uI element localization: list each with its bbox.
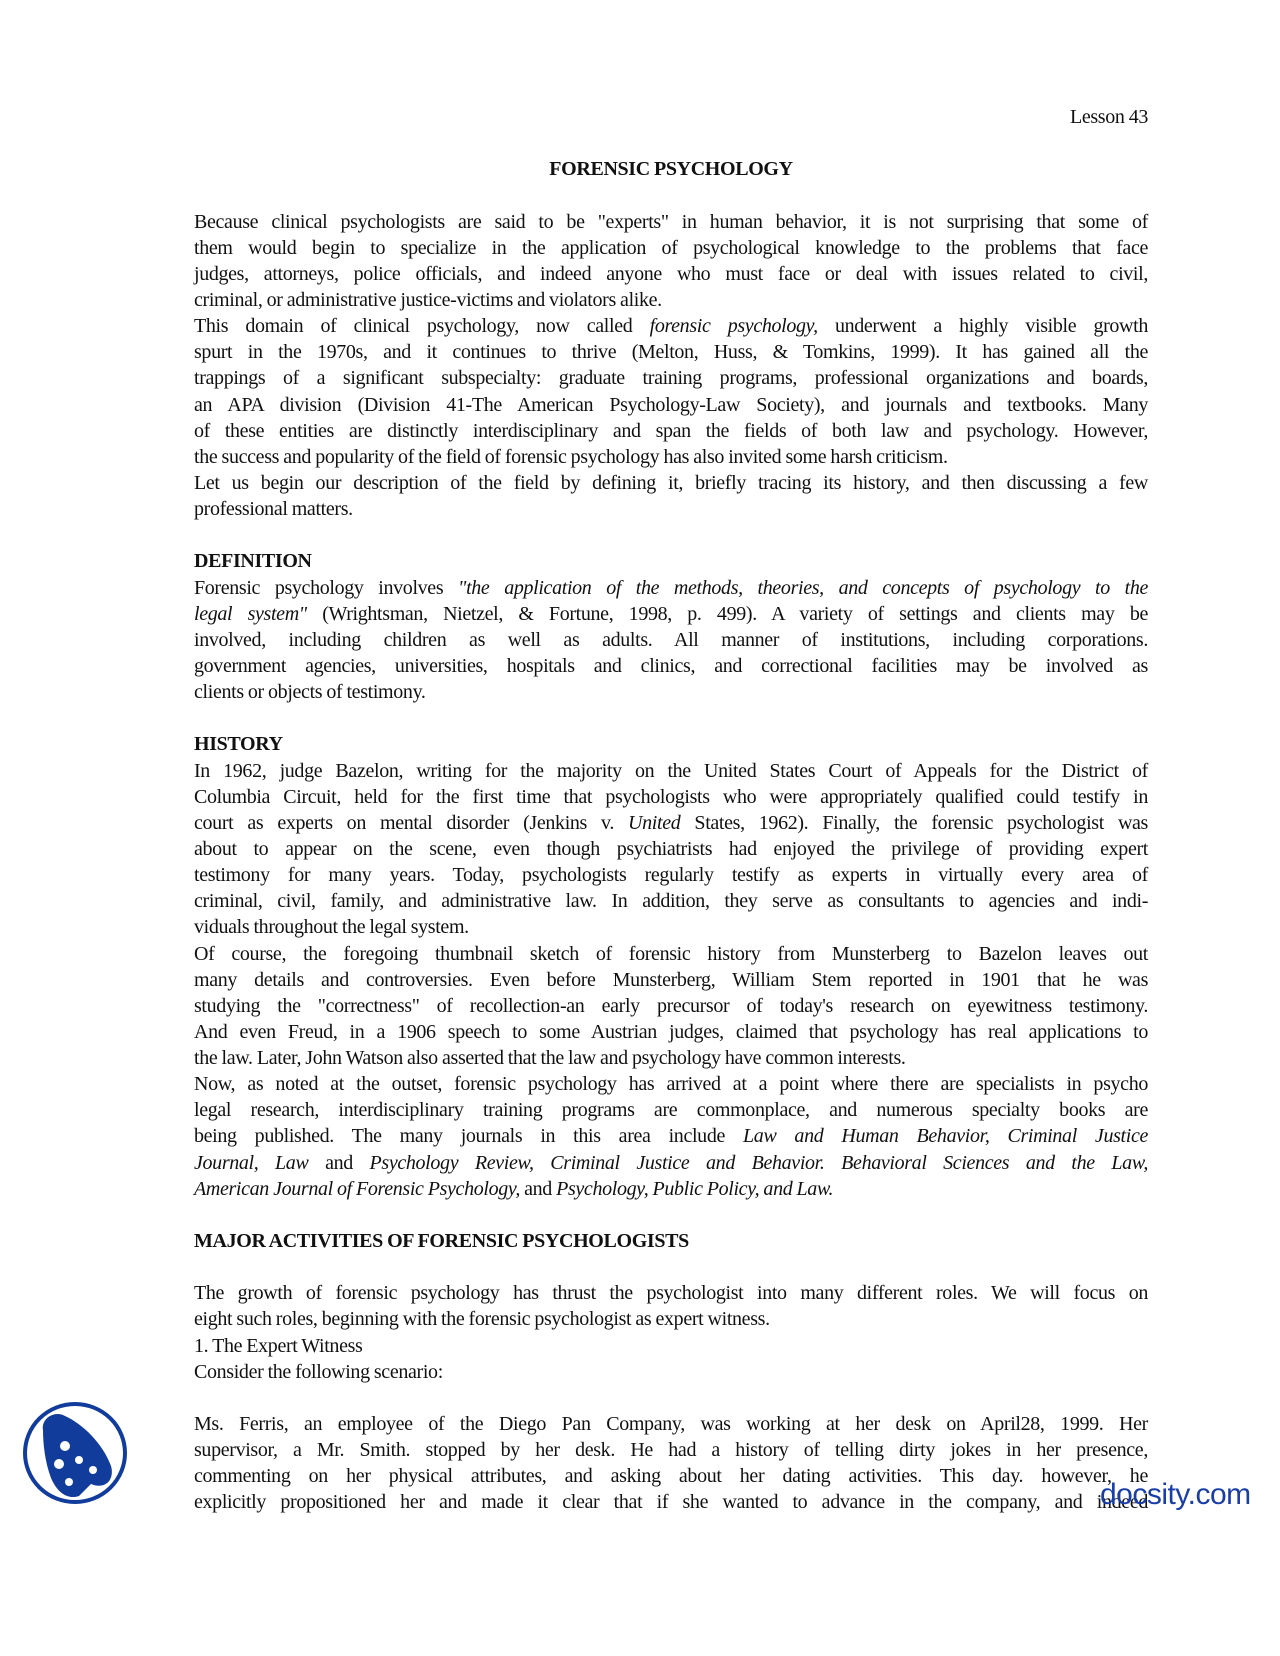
text-line <box>194 1045 1148 1071</box>
text-line <box>194 810 1148 836</box>
blank-line <box>194 1202 1148 1228</box>
text-line <box>194 261 1148 287</box>
text-run: eight such roles, beginning with the forensic psychologist as expert witness. <box>194 1308 770 1331</box>
text-line <box>194 993 1148 1019</box>
text-line <box>194 209 1148 235</box>
italic-text: United <box>628 811 681 834</box>
text-run: studying the "correctness" of recollection-an early precursor of today's research on eyewitness testimony. <box>194 994 1148 1017</box>
text-run: Let us begin our description of the field by defining it, briefly tracing its history, and then discussing a few <box>194 471 1148 494</box>
text-line <box>194 836 1148 862</box>
text-run: criminal, civil, family, and administrative law. In addition, they serve as consultants to agencies and indi- <box>194 890 1148 913</box>
text-run: The growth of forensic psychology has thrust the psychologist into many different roles. We will focus on <box>194 1282 1148 1305</box>
docsity-watermark[interactable]: docsity.com <box>1100 1478 1251 1511</box>
text-run: of these entities are distinctly interdisciplinary and span the fields of both law and psychology. However, <box>194 419 1148 442</box>
text-line <box>194 967 1148 993</box>
text-line <box>194 601 1148 627</box>
text-line <box>194 1097 1148 1123</box>
text-run: Ms. Ferris, an employee of the Diego Pan Company, was working at her desk on April28, 1999. Her <box>194 1413 1148 1436</box>
text-run: the law. Later, John Watson also asserted that the law and psychology have common interests. <box>194 1047 906 1070</box>
blank-line <box>194 705 1148 731</box>
text-run: Because clinical psychologists are said to be "experts" in human behavior, it is not surprising that some of <box>194 210 1148 233</box>
text-line <box>194 1150 1148 1176</box>
italic-text: "the application of the methods, theories, and concepts of psychology to the <box>458 576 1148 599</box>
text-run: underwent a highly visible growth <box>817 315 1148 338</box>
italic-text: Psychology Review, Criminal Justice and Behavior. Behavioral Sciences and the Law, <box>369 1151 1148 1174</box>
text-run: Of course, the foregoing thumbnail sketch of forensic history from Munsterberg to Bazelon leaves out <box>194 942 1148 965</box>
text-run: Columbia Circuit, held for the first time that psychologists who were appropriately qualified could testify in <box>194 785 1148 808</box>
text-run: and <box>519 1177 557 1200</box>
text-line <box>194 575 1148 601</box>
text-line <box>194 627 1148 653</box>
text-run: testimony for many years. Today, psychologists regularly testify as experts in virtually every area of <box>194 864 1148 887</box>
text-line <box>194 1019 1148 1045</box>
text-line <box>194 339 1148 365</box>
section-heading <box>194 548 1148 574</box>
text-run: Consider the following scenario: <box>194 1360 443 1383</box>
blank-line <box>194 1385 1148 1411</box>
lesson-number <box>194 104 1148 130</box>
italic-text: Journal, Law <box>194 1151 309 1174</box>
text-run: an APA division (Division 41-The American Psychology-Law Society), and journals and textbooks. Many <box>194 393 1148 416</box>
docsity-logo-icon <box>21 1400 129 1506</box>
text-line <box>194 470 1148 496</box>
text-line <box>194 758 1148 784</box>
text-line <box>194 1333 1148 1359</box>
text-line <box>194 1463 1148 1489</box>
italic-text: Psychology, Public Policy, and Law. <box>556 1177 834 1200</box>
text-run: involved, including children as well as adults. All manner of institutions, including corporations. <box>194 628 1148 651</box>
blank-line <box>194 522 1148 548</box>
text-run: explicitly propositioned her and made it clear that if she wanted to advance in the company, and indeed <box>194 1491 1148 1514</box>
text-run: HISTORY <box>194 733 283 756</box>
text-line <box>194 862 1148 888</box>
text-line <box>194 365 1148 391</box>
text-line <box>194 1123 1148 1149</box>
text-line <box>194 1280 1148 1306</box>
text-run: MAJOR ACTIVITIES OF FORENSIC PSYCHOLOGISTS <box>194 1230 689 1253</box>
text-line <box>194 888 1148 914</box>
text-run: them would begin to specialize in the application of psychological knowledge to the problems that face <box>194 236 1148 259</box>
text-line <box>194 914 1148 940</box>
text-run: professional matters. <box>194 498 353 521</box>
text-run: about to appear on the scene, even though psychiatrists had enjoyed the privilege of providing expert <box>194 837 1148 860</box>
text-run: judges, attorneys, police officials, and indeed anyone who must face or deal with issues related to civil, <box>194 262 1148 285</box>
text-run: And even Freud, in a 1906 speech to some Austrian judges, claimed that psychology has real applications to <box>194 1020 1148 1043</box>
italic-text: legal system" <box>194 602 307 625</box>
text-run: 1. The Expert Witness <box>194 1334 363 1357</box>
italic-text: forensic psychology, <box>649 315 818 338</box>
text-line <box>194 1071 1148 1097</box>
blank-line <box>194 182 1148 208</box>
text-line <box>194 1359 1148 1385</box>
text-run: supervisor, a Mr. Smith. stopped by her desk. He had a history of telling dirty jokes in her presence, <box>194 1439 1148 1462</box>
text-line <box>194 1437 1148 1463</box>
text-line <box>194 235 1148 261</box>
text-run: the success and popularity of the field of forensic psychology has also invited some harsh criticism. <box>194 445 948 468</box>
text-line <box>194 1489 1148 1515</box>
text-run: court as experts on mental disorder (Jenkins v. <box>194 811 629 834</box>
text-run: viduals throughout the legal system. <box>194 916 469 939</box>
blank-line <box>194 130 1148 156</box>
text-run: clients or objects of testimony. <box>194 681 426 704</box>
text-line <box>194 313 1148 339</box>
text-line <box>194 418 1148 444</box>
text-line <box>194 653 1148 679</box>
page-title <box>194 156 1148 182</box>
text-line <box>194 1411 1148 1437</box>
text-run: being published. The many journals in this area include <box>194 1125 744 1148</box>
text-run: In 1962, judge Bazelon, writing for the majority on the United States Court of Appeals for the District of <box>194 759 1148 782</box>
text-line <box>194 392 1148 418</box>
text-line <box>194 444 1148 470</box>
text-run: Forensic psychology involves <box>194 576 459 599</box>
text-line <box>194 1176 1148 1202</box>
italic-text: Law and Human Behavior, Criminal Justice <box>743 1125 1148 1148</box>
text-run: DEFINITION <box>194 550 312 573</box>
text-run: FORENSIC PSYCHOLOGY <box>549 158 793 181</box>
text-line <box>194 287 1148 313</box>
text-run: and <box>308 1151 370 1174</box>
text-line <box>194 1306 1148 1332</box>
blank-line <box>194 1254 1148 1280</box>
text-run: States, 1962). Finally, the forensic psychologist was <box>680 811 1148 834</box>
document-page <box>194 104 1148 1516</box>
text-run: government agencies, universities, hospitals and clinics, and correctional facilities may be involved as <box>194 654 1148 677</box>
text-line <box>194 496 1148 522</box>
text-run: many details and controversies. Even before Munsterberg, William Stem reported in 1901 that he was <box>194 968 1148 991</box>
italic-text: American Journal of Forensic Psychology, <box>194 1177 520 1200</box>
text-run: commenting on her physical attributes, and asking about her dating activities. This day. however, he <box>194 1465 1148 1488</box>
text-run: legal research, interdisciplinary training programs are commonplace, and numerous specialty books are <box>194 1099 1148 1122</box>
text-run: Lesson 43 <box>1069 106 1148 128</box>
text-run: (Wrightsman, Nietzel, & Fortune, 1998, p. 499). A variety of settings and clients may be <box>306 602 1148 625</box>
text-run: trappings of a significant subspecialty: graduate training programs, professional organizations and boards, <box>194 367 1148 390</box>
text-run: Now, as noted at the outset, forensic psychology has arrived at a point where there are specialists in psycho <box>194 1073 1148 1096</box>
text-run: This domain of clinical psychology, now called <box>194 315 650 338</box>
section-heading <box>194 731 1148 757</box>
text-run: spurt in the 1970s, and it continues to thrive (Melton, Huss, & Tomkins, 1999). It has gained all the <box>194 341 1148 364</box>
text-line <box>194 679 1148 705</box>
text-line <box>194 941 1148 967</box>
text-line <box>194 784 1148 810</box>
text-run: criminal, or administrative justice-victims and violators alike. <box>194 288 662 311</box>
section-heading <box>194 1228 1148 1254</box>
